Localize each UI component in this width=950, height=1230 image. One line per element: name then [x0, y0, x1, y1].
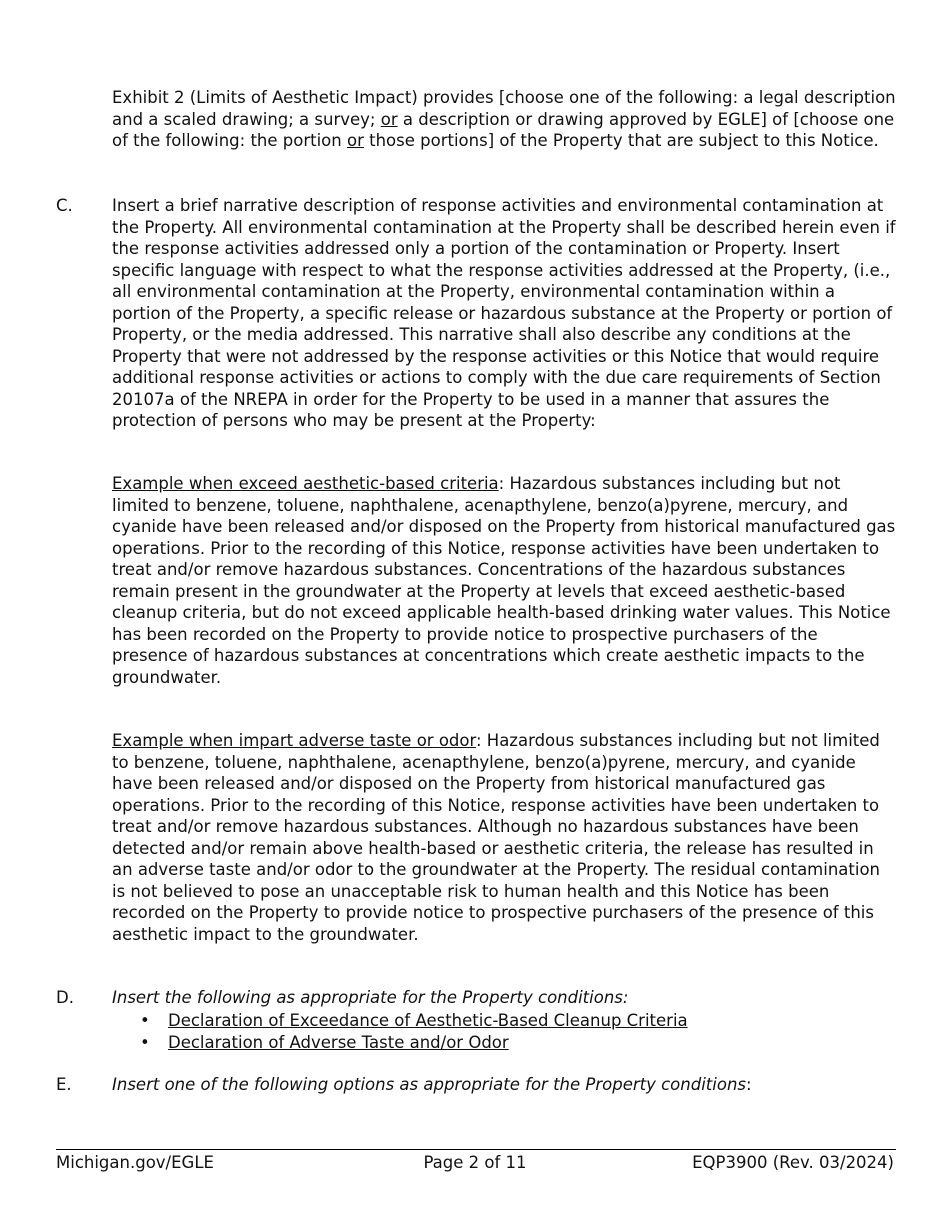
section-d-label: D.: [56, 988, 74, 1007]
footer-page-number: Page 2 of 11: [423, 1153, 527, 1172]
section-d-text: Insert the following as appropriate for the Property conditions:: [112, 988, 629, 1007]
list-item: [140, 1010, 688, 1032]
example-taste-odor-text: : Hazardous substances including but not limited to benzene, toluene, naphthalene, acenapthylene, benzo(a)pyrene, mercury, and cyanide have been released and/or disposed on the Property from historical manufactured gas operations. Prior to the recording of this Notice, response activities have been undertaken to treat and/or remove hazardous substances. Although no hazardous substances have been detected and/or remain above health-based or aesthetic criteria, the release has resulted in an adverse taste and/or odor to the groundwater at the Property. The residual contamination is not believed to pose an unacceptable risk to human health and this Notice has been recorded on the Property to provide notice to prospective purchasers of the presence of this aesthetic impact to the groundwater.: [112, 731, 881, 944]
footer-form-number: EQP3900 (Rev. 03/2024): [692, 1153, 894, 1172]
declaration-aesthetic-link[interactable]: Declaration of Exceedance of Aesthetic-Based Cleanup Criteria: [168, 1011, 688, 1030]
intro-or-2: or: [346, 131, 364, 150]
intro-text: Exhibit 2 (Limits of Aesthetic Impact) provides [choose one of the following: a legal description and a scaled drawing; a survey;: [112, 88, 896, 129]
example-aesthetic-text: : Hazardous substances including but not limited to benzene, toluene, naphthalene, acenapthylene, benzo(a)pyrene, mercury, and cyanide have been released and/or disposed on the Property from historical manufactured gas operations. Prior to the recording of this Notice, response activities have been undertaken to treat and/or remove hazardous substances. Concentrations of the hazardous substances remain present in the groundwater at the Property at levels that exceed aesthetic-based cleanup criteria, but do not exceed applicable health-based drinking water values. This Notice has been recorded on the Property to provide notice to prospective purchasers of the presence of hazardous substances at concentrations which create aesthetic impacts to the groundwater.: [112, 474, 896, 687]
example-aesthetic-heading: Example when exceed aesthetic-based criteria: [112, 474, 499, 493]
example-taste-odor-paragraph: [112, 730, 897, 945]
declaration-list: [140, 1010, 688, 1054]
intro-paragraph: [112, 87, 897, 152]
bullet-icon: •: [140, 1033, 150, 1052]
section-c-label: C.: [56, 196, 73, 215]
declaration-taste-odor-link[interactable]: Declaration of Adverse Taste and/or Odor: [168, 1033, 509, 1052]
example-aesthetic-paragraph: [112, 473, 897, 688]
section-c-text: Insert a brief narrative description of response activities and environmental contamination at the Property. All environmental contamination at the Property shall be described herein even if the response activities addressed only a portion of the contamination or Property. Insert specific language with respect to what the response activities addressed at the Property, (i.e., all environmental contamination at the Property, environmental contamination within a portion of the Property, a specific release or hazardous substance at the Property or portion of Property, or the media addressed. This narrative shall also describe any conditions at the Property that were not addressed by the response activities or this Notice that would require additional response activities or actions to comply with the due care requirements of Section 20107a of the NREPA in order for the Property to be used in a manner that assures the protection of persons who may be present at the Property:: [112, 196, 896, 430]
list-item: [140, 1032, 688, 1054]
bullet-icon: •: [140, 1011, 150, 1030]
intro-text-2: a description or drawing approved by EGLE] of [choose one of the following: the portion: [112, 109, 895, 150]
intro-or-1: or: [380, 109, 398, 129]
intro-text-3: those portions] of the Property that are subject to this Notice.: [363, 131, 879, 150]
section-e-paragraph: [112, 1074, 897, 1096]
section-e-label: E.: [56, 1075, 72, 1094]
example-taste-odor-heading: Example when impart adverse taste or odor: [112, 731, 476, 750]
section-e-text: Insert one of the following options as appropriate for the Property conditions: [112, 1075, 746, 1094]
section-e-colon: :: [746, 1075, 752, 1094]
footer-website: Michigan.gov/EGLE: [56, 1153, 214, 1172]
footer-divider: [56, 1149, 896, 1150]
